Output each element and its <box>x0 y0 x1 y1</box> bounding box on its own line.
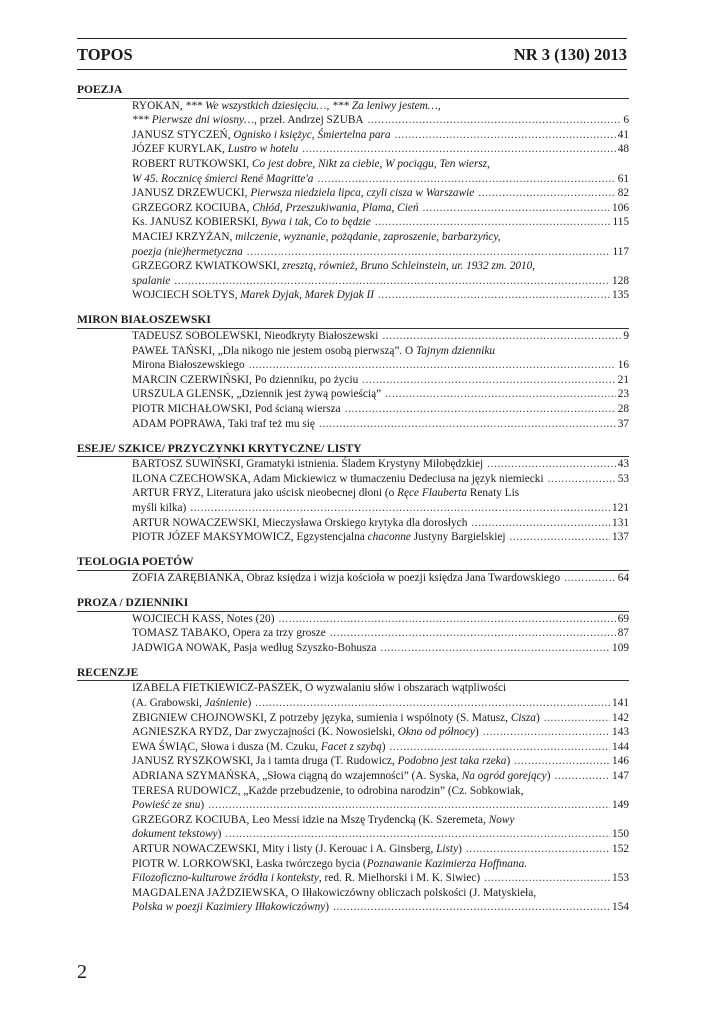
dot-leader <box>380 641 610 656</box>
dot-leader <box>466 842 610 857</box>
toc-entry[interactable] <box>132 157 629 186</box>
dot-leader <box>478 186 615 201</box>
entry-title <box>132 358 245 373</box>
dot-leader <box>483 725 610 740</box>
entry-title <box>132 900 329 915</box>
dot-leader <box>510 530 611 545</box>
entry-page-number: 152 <box>612 843 629 855</box>
toc-entry[interactable] <box>132 571 629 586</box>
section-title: ESEJE/ SZKICE/ PRZYCZYNKI KRYTYCZNE/ LISTY <box>77 442 629 458</box>
entry-page-number: 141 <box>612 697 629 710</box>
entry-line <box>132 417 629 432</box>
entry-text-segment: ARTUR NOWACZEWSKI, Mity i listy (J. Kerouac i A. Ginsberg, <box>132 843 437 855</box>
entry-line <box>132 99 629 114</box>
entry-title <box>132 128 391 143</box>
entry-page-number: 147 <box>612 770 629 783</box>
toc-entry[interactable] <box>132 784 629 813</box>
dot-leader <box>382 329 621 344</box>
entry-line <box>132 725 629 740</box>
entry-text-segment: ARTUR FRYZ, Literatura jako uścisk nieobecnej dłoni (o <box>132 487 398 500</box>
dot-leader <box>514 754 610 769</box>
entry-text-segment: , red. R. Mielhorski i M. K. Siwiec) <box>318 872 481 885</box>
entry-title <box>132 641 376 656</box>
entry-line <box>132 501 629 516</box>
dot-leader <box>190 501 610 516</box>
entry-page-number: 43 <box>617 458 629 471</box>
entry-title <box>132 387 381 402</box>
entry-text-segment: ZOFIA ZARĘBIANKA, Obraz księdza i wizja kościoła w poezji księdza Jana Twardowskiego <box>132 571 561 584</box>
entry-line <box>132 740 629 755</box>
toc-entry[interactable] <box>132 373 629 388</box>
entry-text-segment: Podobno jest taka rzeka <box>397 755 507 768</box>
entry-line <box>132 886 629 901</box>
entry-text-segment: TOMASZ TABAKO, Opera za trzy grosze <box>132 627 326 640</box>
entry-text-segment: JADWIGA NOWAK, Pasja według Szyszko-Bohusza <box>132 641 377 654</box>
page-number: 2 <box>77 961 87 983</box>
toc-section <box>77 666 629 915</box>
entry-text-segment: dokument tekstowy <box>132 828 218 841</box>
entry-title <box>132 457 483 472</box>
entry-line <box>132 387 629 402</box>
entry-text-segment: ROBERT RUTKOWSKI, <box>132 157 252 170</box>
entry-page-number: 64 <box>617 571 629 584</box>
dot-leader <box>471 516 610 531</box>
entry-page-number: 146 <box>612 755 629 768</box>
table-of-contents <box>77 83 629 925</box>
entry-text-segment: poezja (nie)hermetyczna <box>132 245 243 258</box>
toc-entry[interactable] <box>132 186 629 201</box>
entry-title <box>132 186 474 201</box>
entry-line <box>132 358 629 373</box>
entry-line <box>132 245 629 260</box>
entry-text-segment: JÓZEF KURYLAK, <box>132 143 228 156</box>
toc-entry[interactable] <box>132 142 629 157</box>
dot-leader <box>208 798 610 813</box>
entry-page-number: 16 <box>617 359 629 372</box>
dot-leader <box>564 571 616 586</box>
journal-title: TOPOS <box>77 45 133 64</box>
entry-line <box>132 857 629 872</box>
toc-entry[interactable] <box>132 641 629 656</box>
toc-entry[interactable] <box>132 259 629 288</box>
entry-line <box>132 711 629 726</box>
section-entries <box>77 612 629 656</box>
entry-page-number: 48 <box>617 143 629 156</box>
entry-page-number: 61 <box>617 172 629 185</box>
entry-page-number: 149 <box>612 799 629 812</box>
entry-text-segment: Poznawanie Kazimierza Hoffmana. <box>366 857 528 870</box>
toc-entry[interactable] <box>132 711 629 726</box>
entry-page-number: 69 <box>617 612 629 625</box>
toc-entry[interactable] <box>132 128 629 143</box>
entry-line <box>132 769 629 784</box>
entry-page-number: 37 <box>617 417 629 430</box>
entry-text-segment: IZABELA FIETKIEWICZ-PASZEK, O wyzwalaniu słów i obszarach wątpliwości <box>132 682 507 695</box>
entry-text-segment: (A. Grabowski, <box>132 697 205 710</box>
toc-section <box>77 555 629 585</box>
toc-section <box>77 313 629 431</box>
entry-text-segment: Justyny Bargielskiej <box>410 531 506 544</box>
entry-text-segment: Nowy <box>488 813 515 826</box>
entry-line <box>132 871 629 886</box>
dot-leader <box>174 274 610 289</box>
entry-text-segment: RYOKAN, <box>132 99 186 112</box>
entry-line <box>132 157 629 172</box>
toc-entry[interactable] <box>132 769 629 784</box>
entry-text-segment: PIOTR MICHAŁOWSKI, Pod ścianą wiersza <box>132 402 341 415</box>
section-title: MIRON BIAŁOSZEWSKI <box>77 313 629 329</box>
toc-entry[interactable] <box>132 842 629 857</box>
entry-line <box>132 696 629 711</box>
toc-entry[interactable] <box>132 457 629 472</box>
entry-page-number: 28 <box>617 402 629 415</box>
toc-entry[interactable] <box>132 740 629 755</box>
entry-text-segment: Ręce Flauberta <box>397 487 468 500</box>
entry-text-segment: ARTUR NOWACZEWSKI, Mieczysława Orskiego krytyka dla dorosłych <box>132 516 468 529</box>
entry-title <box>132 725 479 740</box>
entry-page-number: 144 <box>612 740 629 753</box>
entry-line <box>132 827 629 842</box>
entry-page-number: 121 <box>612 502 629 515</box>
toc-entry[interactable] <box>132 530 629 545</box>
toc-entry[interactable] <box>132 387 629 402</box>
section-entries <box>77 329 629 431</box>
dot-leader <box>333 900 610 915</box>
entry-line <box>132 813 629 828</box>
entry-text-segment: BARTOSZ SUWIŃSKI, Gramatyki istnienia. Śladem Krystyny Miłobędzkiej <box>132 458 484 471</box>
entry-text-segment: ) <box>546 770 551 783</box>
section-title: RECENZJE <box>77 666 629 682</box>
entry-text-segment: *** We wszystkich dziesięciu…, *** Za leniwy jestem…, <box>185 99 441 112</box>
entry-text-segment: Okno od północy <box>397 726 475 739</box>
entry-text-segment: Marek Dyjak, Marek Dyjak II <box>240 289 374 302</box>
entry-page-number: 21 <box>617 373 629 386</box>
entry-text-segment: chaconne <box>367 531 411 544</box>
entry-title <box>132 571 560 586</box>
entry-text-segment: GRZEGORZ KOCIUBA, Leo Messi idzie na Mszę Trydencką (K. Szeremeta, <box>132 813 489 826</box>
entry-text-segment: TERESA RUDOWICZ, „Każde przebudzenie, to odrobina narodzin” (Cz. Sobkowiak, <box>132 784 524 797</box>
entry-line <box>132 128 629 143</box>
entry-text-segment: AGNIESZKA RYDZ, Dar zwyczajności (K. Nowosielski, <box>132 726 398 739</box>
entry-title <box>132 329 378 344</box>
entry-line <box>132 172 629 187</box>
entry-text-segment: Co jest dobre, Nikt za ciebie, W pociągu, Ten wiersz, <box>251 157 490 170</box>
entry-text-segment: myśli kilka) <box>132 502 187 515</box>
entry-line <box>132 142 629 157</box>
entry-line <box>132 373 629 388</box>
entry-text-segment: MARCIN CZERWIŃSKI, Po dzienniku, po życiu <box>132 373 359 386</box>
dot-leader <box>484 871 610 886</box>
entry-text-segment: Ks. JANUSZ KOBIERSKI, <box>132 216 261 229</box>
dot-leader <box>247 245 611 260</box>
entry-text-segment: MAGDALENA JAŻDZIEWSKA, O Iłłakowiczówny obliczach polskości (J. Matyskieła, <box>132 886 537 899</box>
entry-line <box>132 402 629 417</box>
entry-text-segment: Filozoficzno-kulturowe źródła i konteksty <box>132 872 319 885</box>
entry-line <box>132 530 629 545</box>
entry-text-segment: Chłód, Przeszukiwania, Plama, Cień <box>252 201 419 214</box>
toc-entry[interactable] <box>132 612 629 627</box>
dot-leader <box>362 373 615 388</box>
entry-text-segment: WOJCIECH KASS, Notes (20) <box>132 612 275 625</box>
entry-title <box>132 827 221 842</box>
entry-text-segment: ILONA CZECHOWSKA, Adam Mickiewicz w tłumaczeniu Dedeciusa na język niemiecki <box>132 472 544 485</box>
issue-number: NR 3 (130) 2013 <box>513 45 627 64</box>
entry-page-number: 6 <box>623 114 629 127</box>
entry-text-segment: ADAM POPRAWA, Taki traf też mu się <box>132 417 315 430</box>
entry-text-segment: GRZEGORZ KWIATKOWSKI, <box>132 260 283 273</box>
entry-text-segment: Tajnym dzienniku <box>416 344 495 357</box>
toc-entry[interactable] <box>132 886 629 915</box>
entry-page-number: 154 <box>612 901 629 914</box>
entry-title <box>132 740 386 755</box>
entry-page-number: 131 <box>612 516 629 529</box>
dot-leader <box>423 201 611 216</box>
entry-line <box>132 113 629 128</box>
entry-text-segment: Polska w poezji Kazimiery Iłłakowiczówny <box>132 901 326 914</box>
entry-line <box>132 842 629 857</box>
dot-leader <box>345 402 616 417</box>
entry-text-segment: PAWEŁ TAŃSKI, „Dla nikogo nie jestem osobą pierwszą”. O <box>132 344 417 357</box>
entry-text-segment: EWA ŚWIĄC, Słowa i dusza (M. Czuku, <box>132 740 321 753</box>
entry-text-segment: Listy <box>436 843 459 855</box>
entry-title <box>132 696 251 711</box>
dot-leader <box>317 172 615 187</box>
entry-page-number: 41 <box>617 128 629 141</box>
toc-entry[interactable] <box>132 857 629 886</box>
entry-text-segment: Powieść ze snu <box>132 799 201 812</box>
entry-title <box>132 215 371 230</box>
entry-line <box>132 329 629 344</box>
entry-text-segment: JANUSZ RYSZKOWSKI, Ja i tamta druga (T. Rudowicz, <box>132 755 398 768</box>
toc-entry[interactable] <box>132 486 629 515</box>
entry-title <box>132 626 326 641</box>
entry-text-segment: Bywa i tak, Co to będzie <box>260 216 371 229</box>
section-title: PROZA / DZIENNIKI <box>77 596 629 612</box>
entry-text-segment: WOJCIECH SOŁTYS, <box>132 289 241 302</box>
entry-line <box>132 612 629 627</box>
dot-leader <box>554 769 610 784</box>
header-rule <box>77 69 627 70</box>
entry-text-segment: Lustro w hotelu <box>227 143 299 156</box>
toc-entry[interactable] <box>132 725 629 740</box>
entry-text-segment: URSZULA GLENSK, „Dziennik jest żywą powieścią” <box>132 388 382 401</box>
entry-title <box>132 142 298 157</box>
toc-entry[interactable] <box>132 329 629 344</box>
entry-text-segment: ) <box>200 799 205 812</box>
entry-line <box>132 784 629 799</box>
dot-leader <box>319 417 616 432</box>
entry-title <box>132 516 467 531</box>
entry-text-segment: Na ogród gorejący <box>461 770 547 783</box>
entry-line <box>132 215 629 230</box>
dot-leader <box>302 142 615 157</box>
section-entries <box>77 457 629 545</box>
entry-page-number: 82 <box>617 187 629 200</box>
entry-line <box>132 754 629 769</box>
dot-leader <box>368 113 622 128</box>
toc-entry[interactable] <box>132 201 629 216</box>
entry-text-segment: W 45. Rocznicę śmierci René Magritte'a <box>132 172 314 185</box>
entry-text-segment: *** Pierwsze dni wiosny… <box>132 114 255 127</box>
entry-text-segment: ) <box>217 828 222 841</box>
entry-line <box>132 486 629 501</box>
entry-title <box>132 769 550 784</box>
entry-page-number: 115 <box>612 216 629 229</box>
toc-entry[interactable] <box>132 681 629 710</box>
entry-page-number: 128 <box>612 274 629 287</box>
entry-line <box>132 201 629 216</box>
entry-text-segment: JANUSZ DRZEWUCKI, <box>132 187 251 200</box>
entry-line <box>132 274 629 289</box>
toc-entry[interactable] <box>132 417 629 432</box>
entry-page-number: 23 <box>617 388 629 401</box>
entry-title <box>132 172 313 187</box>
dot-leader <box>544 711 610 726</box>
entry-text-segment: GRZEGORZ KOCIUBA, <box>132 201 253 214</box>
entry-page-number: 106 <box>612 201 629 214</box>
entry-text-segment: ) <box>535 711 540 724</box>
entry-line <box>132 288 629 303</box>
entry-page-number: 9 <box>623 330 629 342</box>
entry-page-number: 109 <box>612 641 629 654</box>
entry-text-segment: ZBIGNIEW CHOJNOWSKI, Z potrzeby języka, sumienia i wspólnoty (S. Matusz, <box>132 711 511 724</box>
toc-entry[interactable] <box>132 99 629 128</box>
dot-leader <box>385 387 616 402</box>
entry-line <box>132 626 629 641</box>
entry-text-segment: ) <box>325 901 330 914</box>
entry-line <box>132 186 629 201</box>
dot-leader <box>395 128 616 143</box>
toc-entry[interactable] <box>132 472 629 487</box>
entry-text-segment: spalanie <box>132 274 171 287</box>
entry-text-segment: PIOTR JÓZEF MAKSYMOWICZ, Egzystencjalna <box>132 531 368 544</box>
entry-line <box>132 641 629 656</box>
entry-text-segment: Mirona Białoszewskiego <box>132 359 245 372</box>
dot-leader <box>278 612 615 627</box>
toc-section <box>77 442 629 545</box>
section-entries <box>77 571 629 586</box>
entry-title <box>132 373 358 388</box>
section-entries <box>77 99 629 303</box>
entry-text-segment: milczenie, wyznanie, pożądanie, zaproszenie, barbarzyńcy, <box>235 230 501 243</box>
entry-title <box>132 274 170 289</box>
dot-leader <box>487 457 616 472</box>
top-rule <box>77 38 627 39</box>
entry-page-number: 143 <box>612 726 629 739</box>
entry-line <box>132 681 629 696</box>
entry-text-segment: ) <box>458 843 462 855</box>
dot-leader <box>249 358 616 373</box>
entry-text-segment: ) <box>247 697 252 710</box>
entry-title <box>132 798 204 813</box>
entry-title <box>132 288 374 303</box>
entry-line <box>132 259 629 274</box>
entry-text-segment: TADEUSZ SOBOLEWSKI, Nieodkryty Białoszewski <box>132 330 379 342</box>
dot-leader <box>225 827 610 842</box>
dot-leader <box>330 626 616 641</box>
dot-leader <box>548 472 616 487</box>
entry-text-segment: ADRIANA SZYMAŃSKA, „Słowa ciągną do wzajemności” (A. Syska, <box>132 770 462 783</box>
entry-text-segment: Jaśnienie <box>204 697 248 710</box>
entry-title <box>132 501 186 516</box>
entry-title <box>132 711 540 726</box>
entry-text-segment: zresztą, również, Bruno Schleinstein, ur. 1932 zm. 2010, <box>282 260 536 273</box>
entry-page-number: 117 <box>612 245 629 258</box>
entry-text-segment: Renaty Lis <box>467 487 520 500</box>
entry-text-segment: Ognisko i księżyc, Śmiertelna para <box>233 128 391 141</box>
entry-title <box>132 402 341 417</box>
entry-text-segment: ) <box>506 755 511 768</box>
toc-entry[interactable] <box>132 215 629 230</box>
entry-title <box>132 842 462 857</box>
entry-title <box>132 612 274 627</box>
toc-entry[interactable] <box>132 813 629 842</box>
entry-page-number: 87 <box>617 627 629 640</box>
entry-line <box>132 516 629 531</box>
entry-line <box>132 571 629 586</box>
dot-leader <box>375 215 611 230</box>
entry-line <box>132 900 629 915</box>
toc-entry[interactable] <box>132 344 629 373</box>
entry-line <box>132 798 629 813</box>
entry-title <box>132 113 364 128</box>
entry-title <box>132 530 506 545</box>
toc-section <box>77 83 629 303</box>
entry-text-segment: PIOTR W. LORKOWSKI, Łaska twórczego bycia ( <box>132 857 367 870</box>
entry-text-segment: , przeł. Andrzej SZUBA <box>254 114 364 127</box>
entry-title <box>132 201 419 216</box>
section-title: TEOLOGIA POETÓW <box>77 555 629 571</box>
entry-page-number: 53 <box>617 472 629 485</box>
toc-entry[interactable] <box>132 288 629 303</box>
toc-entry[interactable] <box>132 402 629 417</box>
toc-entry[interactable] <box>132 754 629 769</box>
entry-line <box>132 230 629 245</box>
entry-line <box>132 472 629 487</box>
entry-text-segment: Pierwsza niedziela lipca, czyli cisza w Warszawie <box>250 187 475 200</box>
entry-page-number: 142 <box>612 711 629 724</box>
toc-entry[interactable] <box>132 230 629 259</box>
toc-entry[interactable] <box>132 626 629 641</box>
entry-text-segment: MACIEJ KRZYŻAN, <box>132 230 236 243</box>
entry-text-segment: Facet z szybą <box>320 740 382 753</box>
entry-page-number: 150 <box>612 828 629 841</box>
entry-line <box>132 344 629 359</box>
entry-text-segment: Cisza <box>510 711 536 724</box>
entry-page-number: 137 <box>612 531 629 544</box>
entry-page-number: 153 <box>612 872 629 885</box>
entry-text-segment: ) <box>381 740 386 753</box>
entry-title <box>132 871 480 886</box>
dot-leader <box>390 740 611 755</box>
dot-leader <box>255 696 610 711</box>
toc-section <box>77 596 629 655</box>
entry-title <box>132 245 243 260</box>
dot-leader <box>378 288 610 303</box>
section-title: POEZJA <box>77 83 629 99</box>
entry-title <box>132 472 544 487</box>
toc-entry[interactable] <box>132 516 629 531</box>
entry-text-segment: JANUSZ STYCZEŃ, <box>132 128 234 141</box>
section-entries <box>77 681 629 915</box>
entry-page-number: 135 <box>612 289 629 302</box>
entry-title <box>132 754 510 769</box>
entry-text-segment: ) <box>474 726 479 739</box>
running-header <box>77 42 627 68</box>
entry-line <box>132 457 629 472</box>
entry-title <box>132 417 315 432</box>
